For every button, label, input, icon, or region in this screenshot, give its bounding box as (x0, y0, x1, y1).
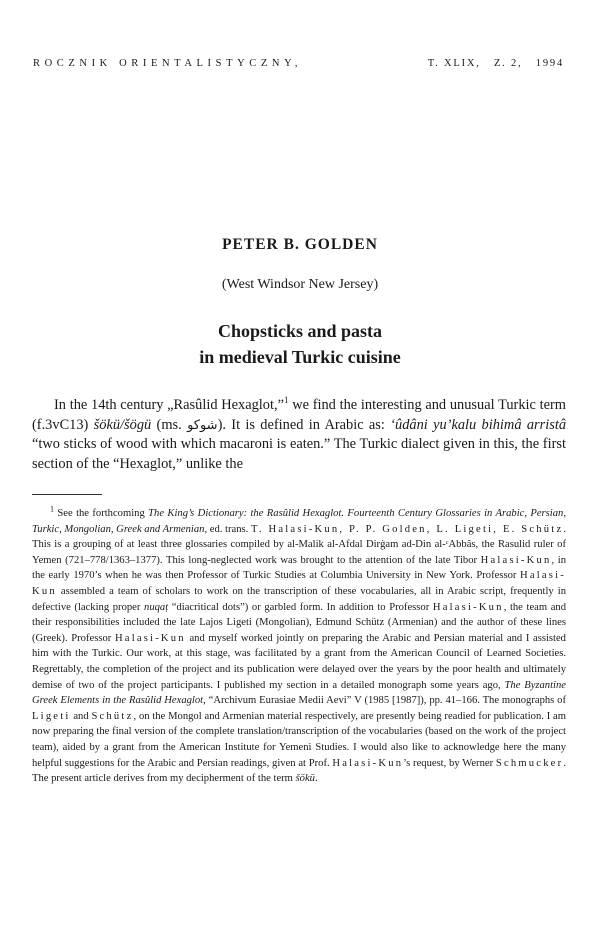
footnote-text: and (70, 710, 92, 722)
footnote-text: , in the early 1970’s when he was then Professor of Turkic Studies at Columbia University in New York. Professor (32, 554, 566, 582)
footnote-text: See the forthcoming (57, 508, 149, 519)
title-line-1: Chopsticks and pasta (217, 321, 383, 341)
paragraph-1 (32, 396, 566, 474)
body-text-segment: In the 14th century „Rasûlid Hexaglot,” (54, 397, 284, 413)
issue-info (428, 58, 564, 69)
footnote-text: , “Archivum Eurasiae Medii Aevi” V (1985 [1987]), pp. 41–166. The monographs of (203, 695, 566, 707)
footnote-text: , on the Mongol and Armenian material respectively, are presently being readied for publication. I am now preparing the final version of the complete translation/transcription of the vocabularies (based on the work of the project team), aided by a grant from the American Institute for Yemeni Studies. I would also like to acknowledge here the many helpful suggestions for the Arabic and Persian readings, given at Prof. (32, 710, 566, 769)
author-affiliation: (West Windsor New Jersey) (221, 277, 379, 292)
footnote-divider (32, 494, 102, 495)
footnote-marker: 1 (50, 504, 54, 514)
person-name: Schütz (91, 710, 134, 722)
body-text-segment: we find the interesting and unusual Turkic term (f.3vC13) (32, 397, 567, 433)
volume: T. XLIX, (427, 58, 481, 69)
body-text-segment: “two sticks of wood with which macaroni is eaten.” The Turkic dialect given in this, the first section of the “Hexaglot,” unlike the (32, 436, 566, 472)
person-name: Ligeti (32, 710, 71, 722)
title-line-2: in medieval Turkic cuisine (199, 347, 401, 367)
article-title (0, 318, 600, 370)
person-name: Halasi-Kun (332, 757, 404, 769)
arabic-gloss: ‘ûdâni yu’kalu bihimâ arristâ (390, 416, 567, 433)
footnote-text: . (314, 773, 318, 785)
book-title: The Byzantine Greek Elements in the Rasûlid Hexaglot (32, 679, 566, 707)
year: 1994 (535, 58, 564, 69)
body-text-segment: ). It is defined in Arabic as: (217, 416, 391, 433)
journal-name: ROCZNIK ORIENTALISTYCZNY, (33, 58, 303, 69)
person-name: Halasi-Kun (114, 632, 186, 644)
footnote-text: and myself worked jointly on preparing the Arabic and Persian material and I assisted him with the Turkic. Our work, at this stage, was facilitated by a grant from the American Council of Learned Societies. Regrettably, the completion of the project and its publication were delayed over the years by the poor health and ultimately demise of two of the project participants. I published my section in a detailed monograph some years ago, (32, 632, 566, 691)
footnote-text: , the team and their responsibilities included the late Lajos Ligeti (Mongolian), Edmund Schütz (Armenian) and the author of these lines (Greek). Professor (32, 601, 566, 644)
italic-term: nuqaṭ (144, 601, 169, 613)
body-text (32, 396, 566, 474)
footnote-text: , ed. trans. (204, 523, 251, 535)
footnote-text: assembled a team of scholars to work on the transcription of these vocabularies, all in Arabic script, frequently in defective (lacking proper (32, 585, 566, 613)
footnote-text: ’s request, by Werner (403, 757, 496, 769)
person-name: Schmucker (495, 757, 564, 769)
issue: Z. 2, (493, 58, 523, 69)
footnote-text: . The present article derives from my decipherment of the term (32, 757, 566, 785)
person-name: Halasi-Kun (432, 601, 504, 613)
author-name: PETER B. GOLDEN (222, 236, 378, 253)
footnote-text: . This is a grouping of at least three glossaries compiled by al-Malik al-Afdal Dirġam ad-Din al-ᶜAbbâs, the Rasulid ruler of Yemen (721–778/1363–1377). This long-neglected work was brought to the attention of the late Tibor (32, 523, 567, 566)
footnote-1 (32, 506, 566, 787)
editor-names: T. Halasi-Kun, P. P. Golden, L. Ligeti, E. Schütz (250, 523, 564, 535)
footnote-reference: 1 (283, 395, 289, 406)
turkic-term: šökü/šögü (93, 416, 152, 433)
person-name: Halasi-Kun (480, 554, 552, 566)
running-header (33, 58, 564, 69)
italic-term: šökü (295, 773, 315, 785)
arabic-term: شوكو (187, 417, 218, 433)
footnote-paragraph (32, 506, 566, 787)
person-name: Halasi-Kun (32, 570, 566, 597)
footnote-text: “diacritical dots”) or garbled form. In addition to Professor (168, 601, 433, 613)
body-text-segment: (ms. (151, 416, 188, 433)
book-title: The King’s Dictionary: the Rasûlid Hexaglot. Fourteenth Century Glossaries in Arabic, Persian, Turkic, Mongolian, Greek and Armenian (32, 508, 566, 535)
